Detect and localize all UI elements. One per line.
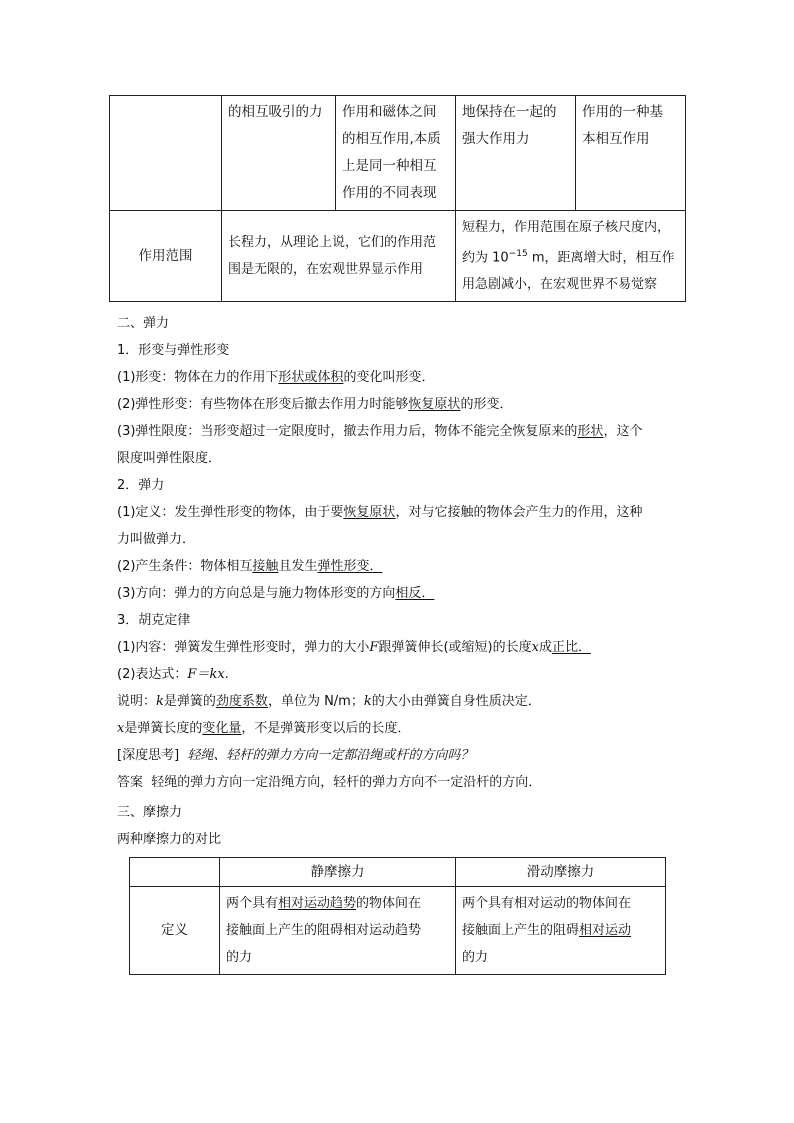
table-header — [130, 858, 220, 887]
table-row — [110, 211, 686, 302]
table-row — [130, 887, 666, 975]
forces-table — [109, 95, 686, 302]
deep-thinking: [深度思考] 轻绳、轻杆的弹力方向一定都沿绳或杆的方向吗？ — [117, 748, 474, 763]
subsection-title: 3．胡克定律 — [117, 613, 191, 628]
paragraph: (1)内容：弹簧发生弹性形变时，弹力的大小F跟弹簧伸长(或缩短)的长度x成正比． — [117, 640, 591, 655]
friction-table — [129, 857, 666, 975]
answer: 答案 轻绳的弹力方向一定沿绳方向，轻杆的弹力方向不一定沿杆的方向． — [117, 775, 542, 790]
section-title: 二、弹力 — [117, 316, 170, 331]
paragraph: 力叫做弹力． — [117, 532, 196, 547]
section-title: 三、摩擦力 — [117, 805, 183, 820]
subsection-title: 1．形变与弹性形变 — [117, 343, 230, 358]
table-header: 滑动摩擦力 — [456, 858, 666, 887]
table-cell: 短程力，作用范围在原子核尺度内， 约为 $10^{-15}$ m，距离增大时，相互作 用急剧减小，在宏观世界不易觉察 — [456, 211, 686, 302]
subsection-title: 2．弹力 — [117, 478, 165, 493]
paragraph: (2)表达式：F＝kx. — [117, 667, 229, 682]
paragraph: x是弹簧长度的变化量，不是弹簧形变以后的长度． — [117, 721, 411, 736]
table-cell: 作用的一种基 本相互作用 — [576, 96, 686, 211]
row-label: 定义 — [130, 887, 220, 975]
table-cell — [110, 96, 222, 211]
table-cell: 两个具有相对运动的物体间在 接触面上产生的阻碍相对运动 的力 — [456, 887, 666, 975]
paragraph: (3)方向：弹力的方向总是与施力物体形变的方向相反． — [117, 586, 435, 601]
table-cell: 的相互吸引的力 — [222, 96, 336, 211]
table-row — [110, 96, 686, 211]
paragraph: 说明：k是弹簧的劲度系数，单位为 N/m；k的大小由弹簧自身性质决定． — [117, 694, 541, 709]
table-row — [130, 858, 666, 887]
row-label: 作用范围 — [110, 211, 222, 302]
paragraph: (1)定义：发生弹性形变的物体，由于要恢复原状，对与它接触的物体会产生力的作用，这种 — [117, 505, 643, 520]
table-header: 静摩擦力 — [220, 858, 456, 887]
paragraph: (2)弹性形变：有些物体在形变后撤去作用力时能够恢复原状的形变． — [117, 397, 513, 412]
paragraph: 限度叫弹性限度． — [117, 451, 222, 466]
table-cell: 作用和磁体之间 的相互作用,本质 上是同一种相互 作用的不同表现 — [336, 96, 456, 211]
paragraph: (2)产生条件：物体相互接触且发生弹性形变． — [117, 559, 383, 574]
subsection-title: 两种摩擦力的对比 — [117, 832, 222, 847]
table-cell: 两个具有相对运动趋势的物体间在 接触面上产生的阻碍相对运动趋势 的力 — [220, 887, 456, 975]
table-cell: 长程力，从理论上说，它们的作用范 围是无限的，在宏观世界显示作用 — [222, 211, 456, 302]
paragraph: (3)弹性限度：当形变超过一定限度时，撤去作用力后，物体不能完全恢复原来的形状，这个 — [117, 424, 643, 439]
table-cell: 地保持在一起的 强大作用力 — [456, 96, 576, 211]
paragraph: (1)形变：物体在力的作用下形状或体积的变化叫形变． — [117, 370, 435, 385]
